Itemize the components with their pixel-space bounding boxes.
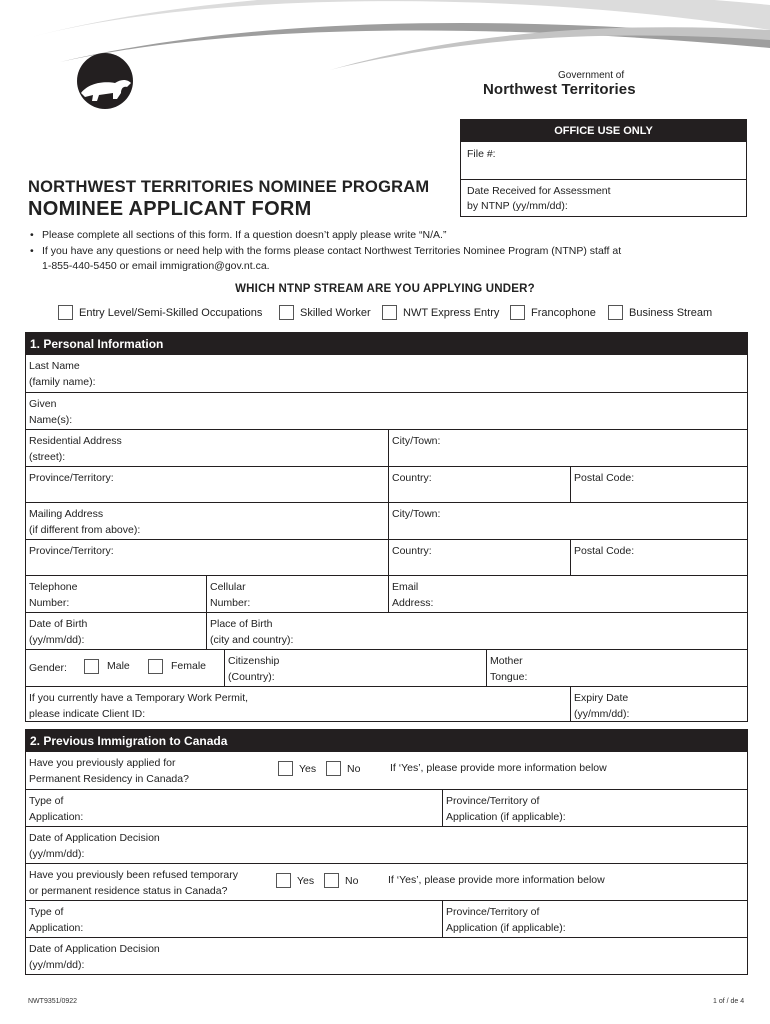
polar-bear-logo — [77, 53, 133, 109]
res-city-field[interactable] — [388, 430, 747, 466]
mail-city-label: City/Town: — [392, 508, 441, 520]
stream-question: WHICH NTNP STREAM ARE YOU APPLYING UNDER? — [235, 283, 535, 295]
stream-option-label: Skilled Worker — [300, 306, 371, 319]
date-of-birth-label-1: Date of Birth — [29, 618, 88, 630]
form-title: NOMINEE APPLICANT FORM — [28, 198, 312, 220]
section-previous-immigration — [25, 729, 748, 975]
program-title: NORTHWEST TERRITORIES NOMINEE PROGRAM — [28, 178, 430, 196]
res-postal-field[interactable] — [570, 467, 747, 502]
last-name-row — [26, 355, 747, 392]
gender-field — [26, 650, 224, 686]
pr-province-field[interactable] — [442, 790, 747, 826]
pr-applied-row — [26, 752, 747, 789]
expiry-date-label-2: (yy/mm/dd): — [574, 708, 630, 720]
office-use-title: OFFICE USE ONLY — [461, 120, 746, 142]
refused-label-1: Have you previously been refused temporary — [29, 869, 238, 881]
section-1-title: 1. Personal Information — [26, 333, 747, 355]
given-name-label-2: Name(s): — [29, 414, 73, 426]
gender-row — [26, 649, 747, 686]
mail-country-field[interactable] — [388, 540, 570, 575]
email-label-1: Email — [392, 581, 419, 593]
contact-row — [26, 575, 747, 612]
last-name-label-2: (family name): — [29, 376, 96, 388]
stream-option-business[interactable] — [608, 305, 712, 320]
gov-label-small: Government of — [558, 70, 625, 81]
pr-decision-field[interactable] — [26, 827, 747, 863]
if-yes-note: If ‘Yes’, please provide more information below — [388, 874, 605, 886]
cellular-field[interactable] — [206, 576, 388, 612]
client-id-label-2: please indicate Client ID: — [29, 708, 146, 720]
mother-tongue-label-2: Tongue: — [490, 671, 528, 683]
client-id-field[interactable] — [26, 687, 570, 721]
residential-address-label-1: Residential Address — [29, 435, 122, 447]
pr-applied-question — [26, 752, 747, 789]
mail-province-row — [26, 539, 747, 575]
checkbox[interactable] — [58, 305, 73, 320]
gender-female-label: Female — [171, 660, 207, 672]
residential-address-label-2: (street): — [29, 451, 66, 463]
res-city-label: City/Town: — [392, 435, 441, 447]
pr-applied-note — [390, 762, 607, 774]
pr-decision-row — [26, 826, 747, 863]
yes-label: Yes — [297, 874, 315, 887]
gender-male-label: Male — [107, 660, 130, 672]
checkbox[interactable] — [326, 761, 341, 776]
citizenship-field[interactable] — [224, 650, 486, 686]
pr-applied-no[interactable] — [326, 761, 360, 776]
instruction-bullet-2-line1: If you have any questions or need help with the forms please contact Northwest Territories Nominee Program (NTNP) staff at — [42, 244, 622, 257]
given-name-field[interactable] — [26, 393, 747, 429]
refused-decision-field[interactable] — [26, 938, 747, 974]
res-province-field[interactable] — [26, 467, 388, 502]
date-received-label-2: by NTNP (yy/mm/dd): — [467, 200, 568, 212]
instructions — [28, 228, 728, 275]
swoosh-mid — [330, 27, 770, 70]
pr-type-field[interactable] — [26, 790, 442, 826]
header-swoosh-graphic — [0, 0, 770, 110]
residential-address-row — [26, 429, 747, 466]
pr-applied-label-2: Permanent Residency in Canada? — [29, 773, 189, 785]
pr-province-label-2: Application (if applicable): — [446, 811, 566, 823]
permit-row — [26, 686, 747, 721]
mail-country-label: Country: — [392, 545, 432, 557]
place-of-birth-field[interactable] — [206, 613, 747, 649]
place-of-birth-label-1: Place of Birth — [210, 618, 273, 630]
refused-yes[interactable] — [276, 873, 314, 888]
stream-option-label: Business Stream — [629, 306, 713, 319]
res-province-row — [26, 466, 747, 502]
section-2-title: 2. Previous Immigration to Canada — [26, 730, 747, 752]
expiry-date-label-1: Expiry Date — [574, 692, 629, 704]
pr-type-row — [26, 789, 747, 826]
refused-type-label-2: Application: — [29, 922, 84, 934]
file-number-label: File #: — [467, 148, 496, 160]
refused-type-label-1: Type of — [29, 906, 64, 918]
date-of-birth-field[interactable] — [26, 613, 206, 649]
res-province-label: Province/Territory: — [29, 472, 114, 484]
mail-province-field[interactable] — [26, 540, 388, 575]
date-received-field[interactable] — [461, 180, 746, 218]
if-yes-note: If ‘Yes’, please provide more information below — [390, 762, 607, 774]
refused-type-row — [26, 900, 747, 937]
res-postal-label: Postal Code: — [574, 472, 635, 484]
checkbox[interactable] — [510, 305, 525, 320]
email-label-2: Address: — [392, 597, 434, 609]
refused-no[interactable] — [324, 873, 358, 888]
no-label: No — [345, 874, 359, 887]
email-field[interactable] — [388, 576, 747, 612]
citizenship-label-1: Citizenship — [228, 655, 280, 667]
mother-tongue-field[interactable] — [486, 650, 747, 686]
pr-applied-yes[interactable] — [278, 761, 316, 776]
checkbox[interactable] — [84, 659, 99, 674]
res-country-field[interactable] — [388, 467, 570, 502]
res-country-label: Country: — [392, 472, 432, 484]
cellular-label-1: Cellular — [210, 581, 246, 593]
gender-female-option[interactable] — [148, 658, 206, 674]
mailing-address-label-2: (if different from above): — [29, 524, 141, 536]
refused-type-field[interactable] — [26, 901, 442, 937]
last-name-label-1: Last Name — [29, 360, 80, 372]
mail-postal-field[interactable] — [570, 540, 747, 575]
checkbox[interactable] — [382, 305, 397, 320]
checkbox[interactable] — [324, 873, 339, 888]
gender-male-option[interactable] — [84, 658, 130, 674]
mail-province-label: Province/Territory: — [29, 545, 114, 557]
citizenship-label-2: (Country): — [228, 671, 275, 683]
stream-option-express-entry[interactable] — [382, 305, 499, 320]
pr-applied-label-1: Have you previously applied for — [29, 757, 176, 769]
expiry-date-field[interactable] — [570, 687, 747, 721]
stream-option-label: Francophone — [531, 306, 596, 319]
stream-option-entry-level[interactable] — [58, 305, 262, 320]
page-number: 1 of / de 4 — [713, 998, 745, 1005]
birth-row — [26, 612, 747, 649]
refused-decision-label-1: Date of Application Decision — [29, 943, 160, 955]
mother-tongue-label-1: Mother — [490, 655, 523, 667]
residential-address-field[interactable] — [26, 430, 388, 466]
office-use-box — [460, 119, 747, 217]
client-id-label-1: If you currently have a Temporary Work Permit, — [29, 692, 249, 704]
stream-option-skilled-worker[interactable] — [279, 305, 371, 320]
date-of-birth-label-2: (yy/mm/dd): — [29, 634, 85, 646]
checkbox[interactable] — [608, 305, 623, 320]
instruction-bullet-1: • Please complete all sections of this form. If a question doesn’t apply please write “N/A.” — [28, 228, 728, 244]
telephone-label-2: Number: — [29, 597, 70, 609]
checkbox[interactable] — [278, 761, 293, 776]
given-name-label-1: Given — [29, 398, 57, 410]
file-number-field[interactable] — [461, 142, 746, 180]
telephone-label-1: Telephone — [29, 581, 78, 593]
checkbox[interactable] — [279, 305, 294, 320]
pr-province-label-1: Province/Territory of — [446, 795, 540, 807]
form-code: NWT9351/0922 — [28, 998, 78, 1005]
section-personal-information — [25, 332, 748, 722]
gender-label: Gender: — [29, 662, 67, 674]
instruction-bullet-2 — [28, 244, 728, 275]
refused-decision-row — [26, 937, 747, 974]
instruction-bullet-2-line2: 1-855-440-5450 or email immigration@gov.nt.ca. — [42, 260, 270, 272]
pr-type-label-1: Type of — [29, 795, 64, 807]
yes-label: Yes — [299, 762, 317, 775]
mailing-address-label-1: Mailing Address — [29, 508, 104, 520]
refused-province-field[interactable] — [442, 901, 747, 937]
refused-question — [26, 864, 747, 900]
checkbox[interactable] — [148, 659, 163, 674]
mailing-address-field[interactable] — [26, 503, 388, 539]
mail-city-field[interactable] — [388, 503, 747, 539]
refused-province-label-1: Province/Territory of — [446, 906, 540, 918]
telephone-field[interactable] — [26, 576, 206, 612]
mail-postal-label: Postal Code: — [574, 545, 635, 557]
stream-option-label: Entry Level/Semi-Skilled Occupations — [79, 306, 263, 319]
date-received-label-1: Date Received for Assessment — [467, 185, 611, 197]
stream-option-francophone[interactable] — [510, 305, 596, 320]
pr-decision-label-2: (yy/mm/dd): — [29, 848, 85, 860]
refused-label-2: or permanent residence status in Canada? — [29, 885, 228, 897]
checkbox[interactable] — [276, 873, 291, 888]
place-of-birth-label-2: (city and country): — [210, 634, 294, 646]
given-name-row — [26, 392, 747, 429]
pr-type-label-2: Application: — [29, 811, 84, 823]
refused-decision-label-2: (yy/mm/dd): — [29, 959, 85, 971]
refused-row — [26, 863, 747, 900]
no-label: No — [347, 762, 361, 775]
gov-label-large: Northwest Territories — [483, 81, 636, 98]
refused-province-label-2: Application (if applicable): — [446, 922, 566, 934]
pr-decision-label-1: Date of Application Decision — [29, 832, 160, 844]
refused-note — [388, 874, 605, 886]
mailing-address-row — [26, 502, 747, 539]
last-name-field[interactable] — [26, 355, 747, 392]
cellular-label-2: Number: — [210, 597, 251, 609]
stream-option-label: NWT Express Entry — [403, 306, 500, 319]
